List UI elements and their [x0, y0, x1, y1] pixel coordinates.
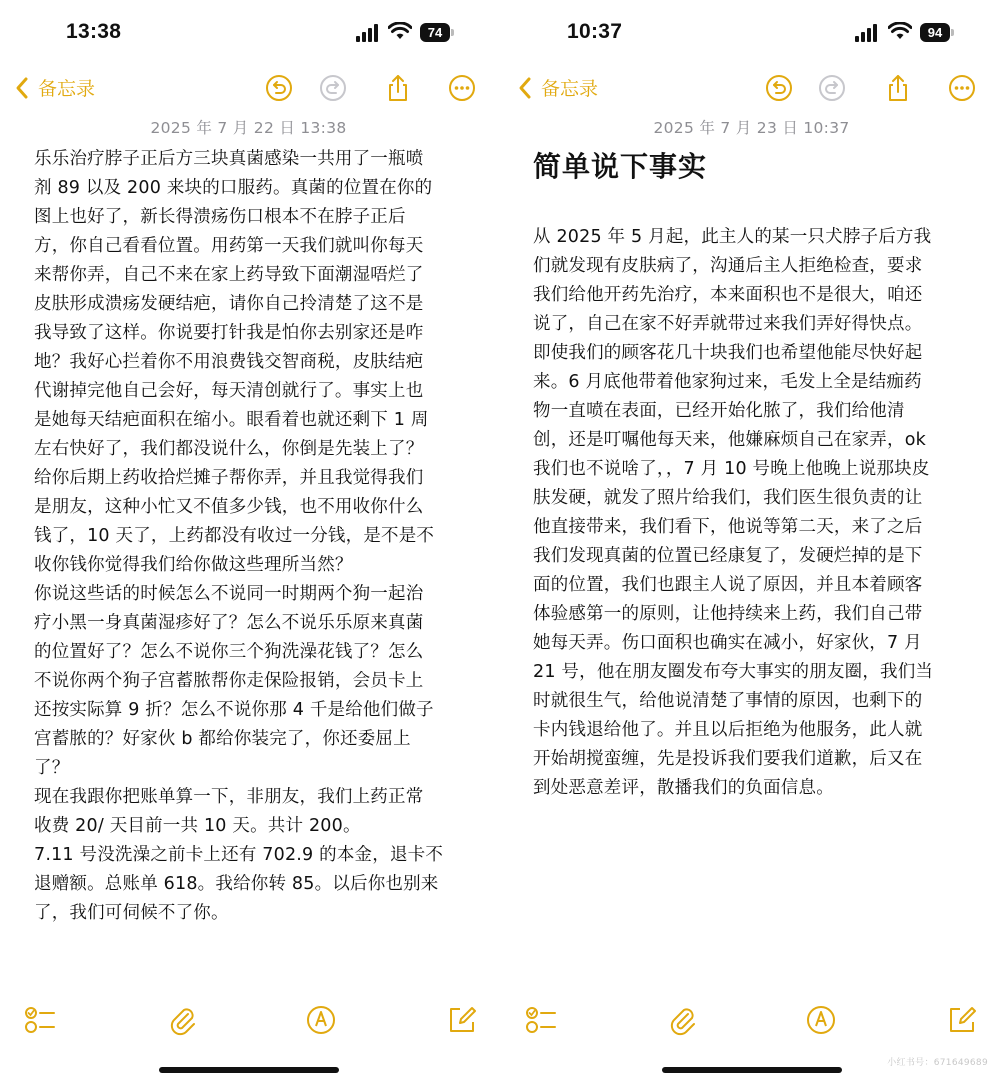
cellular-signal-icon	[855, 24, 881, 42]
back-label: 备忘录	[541, 78, 599, 100]
back-button[interactable]	[14, 74, 95, 101]
back-button[interactable]	[517, 74, 598, 101]
battery-level: 94	[920, 23, 950, 42]
compose-icon[interactable]	[946, 1004, 978, 1036]
wifi-icon	[888, 22, 912, 40]
bottom-toolbar	[0, 1002, 497, 1042]
share-icon[interactable]	[884, 74, 912, 102]
home-indicator[interactable]	[662, 1067, 842, 1073]
chevron-left-icon	[14, 76, 30, 100]
note-date: 2025 年 7 月 22 日 13:38	[150, 119, 347, 137]
compose-icon[interactable]	[446, 1004, 478, 1036]
markup-pen-icon[interactable]	[805, 1004, 837, 1036]
checklist-icon[interactable]	[525, 1004, 557, 1036]
undo-icon[interactable]	[265, 74, 293, 102]
battery-cap	[951, 29, 954, 36]
note-title[interactable]: 简单说下事实	[533, 150, 708, 183]
note-body[interactable]: 从 2025 年 5 月起，此主人的某一只犬脖子后方我 们就发现有皮肤病了，沟通后主人拒绝检查，要求 我们给他开药先治疗，本来面积也不是很大，咱还 说了，自己在家不好弄就带过来我们弄好得快点。 即使我们的顾客花几十块我们也希望他能尽快好起 来。6 月底他带着他家狗过来，毛发上全是结痂药 物一直喷在表面，已经开始化脓了，我们给他清 创，还是叮嘱他每天来，他嫌麻烦自己在家弄，ok 我们也不说啥了，，7 月 10 号晚上他晚上说那块皮 肤发硬，就发了照片给我们，我们医生很负责的让 他直接带来，我们看下，他说等第二天，来了之后 我们发现真菌的位置已经康复了，发硬烂掉的是下 面的位置，我们也跟主人说了原因，并且本着顾客 体验感第一的原则，让他持续来上药，我们自己带 她每天弄。伤口面积也确实在减小，好家伙，7 月 21 号，他在朋友圈发布夸大事实的朋友圈，我们当 时就很生气，给他说清楚了事情的原因，也剩下的 卡内钱退给他了。并且以后拒绝为他服务，此人就 开始胡搅蛮缠，先是投诉我们要我们道歉，后又在 到处恶意差评，散播我们的负面信息。	[533, 227, 934, 798]
attachment-icon[interactable]	[166, 1004, 198, 1036]
back-label: 备忘录	[38, 78, 96, 100]
cellular-signal-icon	[356, 24, 382, 42]
more-icon[interactable]	[448, 74, 476, 102]
attachment-icon[interactable]	[666, 1004, 698, 1036]
note-screen-right	[503, 0, 1000, 1084]
checklist-icon[interactable]	[24, 1004, 56, 1036]
redo-icon[interactable]	[319, 74, 347, 102]
nav-bar	[0, 66, 497, 112]
status-time: 13:38	[66, 20, 122, 43]
note-body[interactable]: 乐乐治疗脖子正后方三块真菌感染一共用了一瓶喷 剂 89 以及 200 来块的口服药。真菌的位置在你的 图上也好了，新长得溃疡伤口根本不在脖子正后 方，你自己看看位置。用药第一天我们就叫你每天 来帮你弄，自己不来在家上药导致下面潮湿唔烂了 皮肤形成溃疡发硬结疤，请你自己拎清楚了这不是 我导致了这样。你说要打针我是怕你去别家还是咋 地？我好心拦着你不用浪费钱交智商税，皮肤结疤 代谢掉完他自己会好，每天清创就行了。事实上也 是她每天结疤面积在缩小。眼看着也就还剩下 1 周 左右快好了，我们都没说什么，你倒是先装上了？ 给你后期上药收拾烂摊子帮你弄，并且我觉得我们 是朋友，这种小忙又不值多少钱，也不用收你什么 钱了，10 天了，上药都没有收过一分钱，是不是不 收你钱你觉得我们给你做这些理所当然？ 你说这些话的时候怎么不说同一时期两个狗一起治 疗小黑一身真菌湿疹好了？怎么不说乐乐原来真菌 的位置好了？怎么不说你三个狗洗澡花钱了？怎么 不说你两个狗子宫蓄脓帮你走保险报销，会员卡上 还按实际算 9 折？怎么不说你那 4 千是给他们做子 宫蓄脓的？好家伙 b 都给你装完了，你还委屈上 了？ 现在我跟你把账单算一下，非朋友，我们上药正常 收费 20/ 天目前一共 10 天。共计 200。 7.11 号没洗澡之前卡上还有 702.9 的本金，退卡不 退赠额。总账单 618。我给你转 85。以后你也别来 了，我们可伺候不了你。	[34, 149, 444, 923]
redo-icon[interactable]	[818, 74, 846, 102]
note-screen-left	[0, 0, 497, 1084]
undo-icon[interactable]	[765, 74, 793, 102]
markup-pen-icon[interactable]	[305, 1004, 337, 1036]
bottom-toolbar	[503, 1002, 1000, 1042]
status-bar	[503, 0, 1000, 64]
share-icon[interactable]	[384, 74, 412, 102]
home-indicator[interactable]	[159, 1067, 339, 1073]
nav-bar	[503, 66, 1000, 112]
status-bar	[0, 0, 497, 64]
chevron-left-icon	[517, 76, 533, 100]
battery-level: 74	[420, 23, 450, 42]
note-date: 2025 年 7 月 23 日 10:37	[653, 119, 850, 137]
watermark: 小红书号：671649689	[887, 1058, 988, 1068]
status-time: 10:37	[567, 20, 623, 43]
wifi-icon	[388, 22, 412, 40]
more-icon[interactable]	[948, 74, 976, 102]
battery-cap	[451, 29, 454, 36]
